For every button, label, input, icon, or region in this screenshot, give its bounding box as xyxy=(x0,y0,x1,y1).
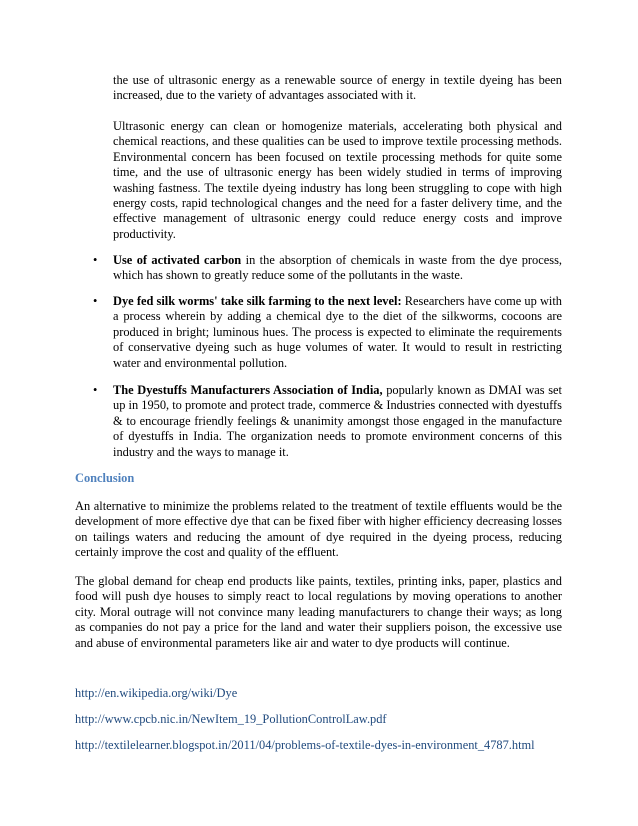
reference-link-cpcb[interactable]: http://www.cpcb.nic.in/NewItem_19_PollutionControlLaw.pdf xyxy=(75,712,387,726)
bullet-item-activated-carbon xyxy=(93,253,562,284)
reference-link-textilelearner[interactable]: http://textilelearner.blogspot.in/2011/04/problems-of-textile-dyes-in-environment_4787.html xyxy=(75,738,535,752)
bullet-marker: • xyxy=(93,383,98,397)
bullet-item-dmai xyxy=(93,383,562,460)
bullet-bold-lead: Use of activated carbon xyxy=(113,253,242,267)
conclusion-paragraph-1: An alternative to minimize the problems related to the treatment of textile effluents would be the development of more effective dye that can be fixed fiber with higher efficiency decreasing losses on tailings waters and reducing the amount of dye required in the dyeing process, reducing certainly improve the cost and quality of the effluent. xyxy=(75,499,562,560)
ultrasonic-paragraph-1: the use of ultrasonic energy as a renewable source of energy in textile dyeing has been increased, due to the variety of advantages associated with it. xyxy=(113,73,562,103)
bullet-marker: • xyxy=(93,294,98,308)
bullet-bold-lead: The Dyestuffs Manufacturers Association of India, xyxy=(113,383,383,397)
bullet-body: in the absorption of chemicals in waste from the dye process, which has shown to greatly reduce some of the pollutants in the waste. xyxy=(113,253,562,283)
bullet-text xyxy=(113,294,562,371)
bullet-item-silk-worms xyxy=(93,294,562,371)
bullet-text xyxy=(113,383,562,460)
bullet-text xyxy=(113,253,562,284)
conclusion-paragraph-2: The global demand for cheap end products like paints, textiles, printing inks, paper, plastics and food will push dye houses to simply react to local regulations by moving operations to another city. Moral outrage will not convince many leading manufacturers to change their ways; as long as companies do not pay a price for the land and water their suppliers poison, the excessive use and abuse of environmental parameters like air and water to dye products will continue. xyxy=(75,574,562,650)
reference-link-wikipedia[interactable]: http://en.wikipedia.org/wiki/Dye xyxy=(75,686,238,700)
bullet-body: popularly known as DMAI was set up in 1950, to promote and protect trade, commerce & Industries connected with dyestuffs & to encourage friendly feelings & unanimity amongst those engaged in the manufacture of dyestuffs in India. The organization needs to promote environment concerns of this industry and the ways to manage it. xyxy=(113,383,562,459)
bullet-marker: • xyxy=(93,253,98,267)
ultrasonic-paragraph-2: Ultrasonic energy can clean or homogenize materials, accelerating both physical and chemical reactions, and these qualities can be used to improve textile processing methods. Environmental concern has been focused on textile processing methods for quite some time, and the use of ultrasonic energy has been widely studied in terms of improving washing fastness. The textile dyeing industry has long been struggling to cope with high energy costs, rapid technological changes and the need for a faster delivery time, and the effective management of ultrasonic energy could reduce energy costs and improve productivity. xyxy=(113,119,562,241)
bullet-body: Researchers have come up with a process wherein by adding a chemical dye to the diet of the silkworms, cocoons are produced in bright; luminous hues. The process is expected to eliminate the requirements of conservative dyeing such as huge volumes of water. It would to result in restricting water and environmental pollution. xyxy=(113,294,562,370)
conclusion-heading: Conclusion xyxy=(75,471,135,485)
bullet-bold-lead: Dye fed silk worms' take silk farming to the next level: xyxy=(113,294,402,308)
